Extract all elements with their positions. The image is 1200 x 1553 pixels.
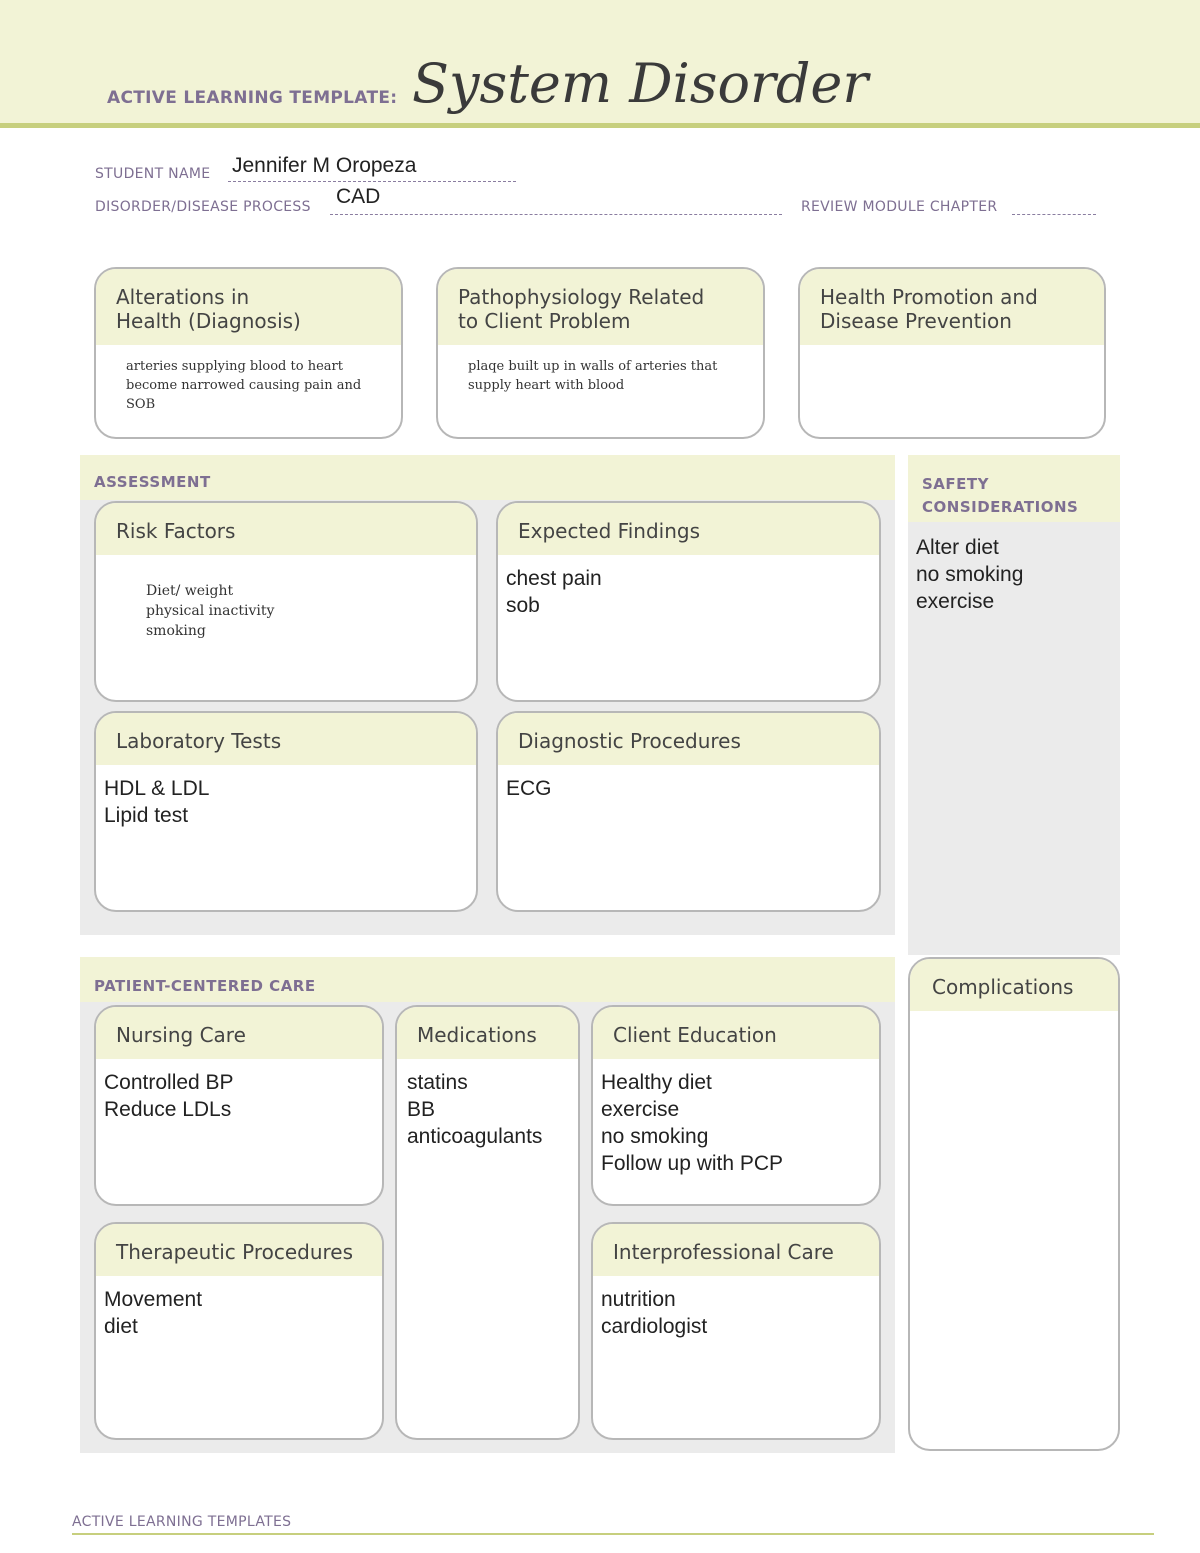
student-name-field[interactable]: [228, 156, 516, 182]
alterations-in-health-title: Alterations in Health (Diagnosis): [96, 269, 401, 345]
complications-box: [908, 957, 1120, 1451]
alterations-in-health-text[interactable]: arteries supplying blood to heart become narrowed causing pain and SOB: [126, 359, 362, 412]
footer-text: ACTIVE LEARNING TEMPLATES: [72, 1514, 292, 1530]
client-education-box: [591, 1005, 881, 1206]
pathophysiology-box: [436, 267, 765, 439]
pathophysiology-text[interactable]: plaqe built up in walls of arteries that supply heart with blood: [468, 359, 718, 393]
health-promotion-title: Health Promotion and Disease Prevention: [800, 269, 1104, 345]
therapeutic-procedures-text[interactable]: Movement diet: [104, 1288, 203, 1338]
health-promotion-box: [798, 267, 1106, 439]
student-name-value: Jennifer M Oropeza: [232, 154, 417, 177]
template-label: ACTIVE LEARNING TEMPLATE:: [107, 88, 398, 108]
alterations-in-health-box: [94, 267, 403, 439]
diagnostic-procedures-text[interactable]: ECG: [506, 777, 552, 800]
review-module-label: REVIEW MODULE CHAPTER: [801, 199, 998, 215]
laboratory-tests-title: Laboratory Tests: [96, 713, 476, 765]
interprofessional-care-text[interactable]: nutrition cardiologist: [601, 1288, 708, 1338]
footer-divider: [72, 1533, 1154, 1535]
expected-findings-text[interactable]: chest pain sob: [506, 567, 602, 617]
nursing-care-title: Nursing Care: [96, 1007, 382, 1059]
therapeutic-procedures-box: [94, 1222, 384, 1440]
nursing-care-box: [94, 1005, 384, 1206]
client-education-text[interactable]: Healthy diet exercise no smoking Follow up with PCP: [601, 1071, 784, 1175]
safety-label: SAFETY CONSIDERATIONS: [922, 475, 1079, 516]
complications-title: Complications: [910, 959, 1118, 1011]
medications-title: Medications: [397, 1007, 578, 1059]
expected-findings-title: Expected Findings: [498, 503, 879, 555]
interprofessional-care-box: [591, 1222, 881, 1440]
student-name-label: STUDENT NAME: [95, 166, 211, 182]
disorder-label: DISORDER/DISEASE PROCESS: [95, 199, 311, 215]
diagnostic-procedures-box: [496, 711, 881, 912]
risk-factors-title: Risk Factors: [96, 503, 476, 555]
risk-factors-text[interactable]: Diet/ weight physical inactivity smoking: [146, 583, 275, 639]
nursing-care-text[interactable]: Controlled BP Reduce LDLs: [104, 1071, 234, 1121]
pathophysiology-title: Pathophysiology Related to Client Problem: [438, 269, 763, 345]
review-module-field[interactable]: [1012, 194, 1096, 215]
therapeutic-procedures-title: Therapeutic Procedures: [96, 1224, 382, 1276]
safety-text[interactable]: Alter diet no smoking exercise: [916, 536, 1024, 613]
expected-findings-box: [496, 501, 881, 702]
template-title: System Disorder: [412, 52, 869, 115]
client-education-title: Client Education: [593, 1007, 879, 1059]
medications-text[interactable]: statins BB anticoagulants: [407, 1071, 543, 1148]
header-divider: [0, 123, 1200, 128]
laboratory-tests-text[interactable]: HDL & LDL Lipid test: [104, 777, 210, 827]
interprofessional-care-title: Interprofessional Care: [593, 1224, 879, 1276]
laboratory-tests-box: [94, 711, 478, 912]
disorder-value: CAD: [336, 185, 381, 208]
assessment-label: ASSESSMENT: [94, 473, 211, 491]
medications-box: [395, 1005, 580, 1440]
safety-panel: [908, 455, 1120, 955]
diagnostic-procedures-title: Diagnostic Procedures: [498, 713, 879, 765]
disorder-field[interactable]: [330, 185, 782, 215]
patient-centered-care-label: PATIENT-CENTERED CARE: [94, 977, 316, 995]
risk-factors-box: [94, 501, 478, 702]
